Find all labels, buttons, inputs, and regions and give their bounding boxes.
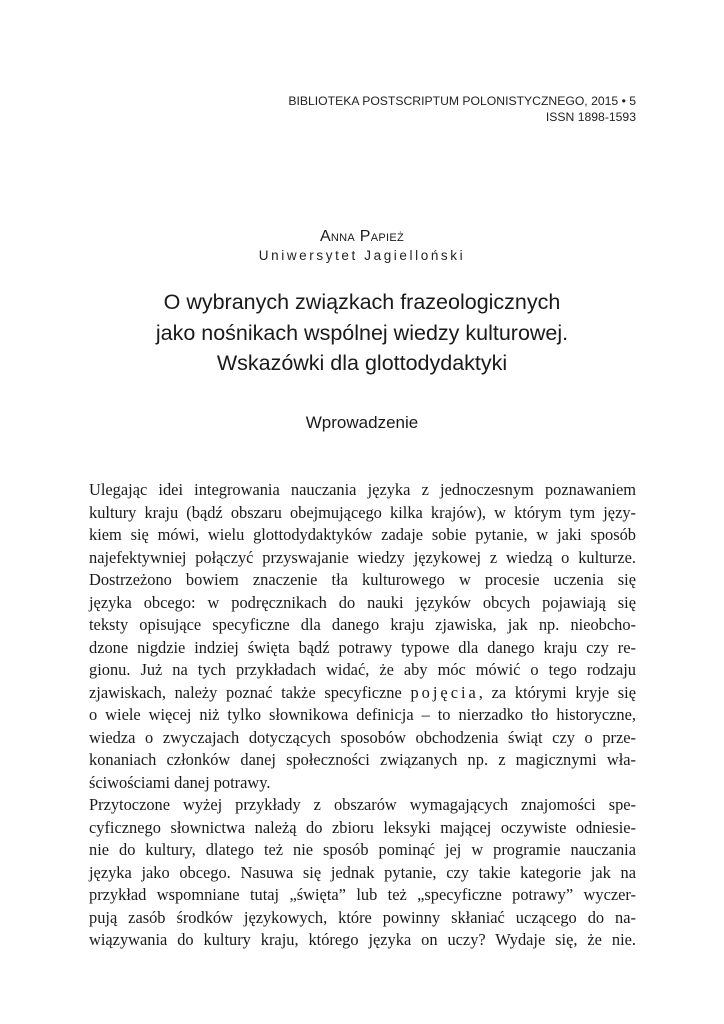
- author-affiliation: Uniwersytet Jagielloński: [258, 248, 466, 263]
- body-line: pują zasób środków językowych, które powinny skłaniać uczącego do na-: [89, 907, 636, 927]
- body-fragment: zjawiskach, należy poznać także specyficzne: [89, 682, 411, 702]
- section-heading: Wprowadzenie: [305, 413, 419, 432]
- body-line: Ulegając idei integrowania nauczania języka z jednoczesnym poznawaniem: [89, 480, 636, 499]
- body-line: kultury kraju (bądź obszaru obejmującego kilka krajów), w którym tym języ-: [89, 502, 636, 522]
- journal-series: BIBLIOTEKA POSTSCRIPTUM POLONISTYCZNEGO, 2015 • 5: [288, 94, 636, 108]
- body-line: Przytoczone wyżej przykłady z obszarów wymagających znajomości spe-: [89, 795, 636, 814]
- emphasized-term: pojęcia: [410, 682, 479, 702]
- body-line: [89, 682, 636, 705]
- title-line: O wybranych związkach frazeologicznych: [163, 290, 561, 314]
- body-line: kiem się mówi, wielu glottodydaktyków zadaje sobie pytanie, w jaki sposób: [89, 525, 636, 544]
- body-line: języka obcego: w podręcznikach do nauki języków obcych pojawiają się: [89, 592, 636, 612]
- body-line: przykład wspomniane tutaj „święta” lub też „specyficzne potrawy” wyczer-: [89, 885, 636, 904]
- body-line: wiązywania do kultury kraju, którego języka on uczy? Wydaje się, że nie.: [89, 930, 636, 949]
- body-line: o wiele więcej niż tylko słownikowa definicja – to nierzadko tło historyczne,: [89, 705, 636, 724]
- body-line: ściwościami danej potrawy.: [89, 772, 271, 792]
- body-line: cyficznego słownictwa należą do zbioru leksyki mającej oczywiste odniesie-: [89, 817, 636, 837]
- body-text: [89, 479, 636, 952]
- body-line: nie do kultury, dlatego też nie sposób pominąć jej w programie nauczania: [89, 840, 636, 859]
- body-line: dzone nigdzie indziej święta bądź potrawy typowe dla danego kraju czy re-: [89, 637, 636, 657]
- author-name: Anna Papież: [319, 228, 405, 245]
- body-fragment: , za którymi kryje się: [478, 682, 636, 702]
- journal-header: [216, 93, 636, 125]
- article-title: [80, 287, 644, 379]
- body-line: najefektywniej połączyć przyswajanie wiedzy językowej z wiedzą o kulturze.: [89, 547, 636, 567]
- title-line: Wskazówki dla glottodydaktyki: [216, 351, 508, 375]
- body-line: gionu. Już na tych przykładach widać, że aby móc mówić o tego rodzaju: [89, 660, 636, 679]
- body-line: wiedza o zwyczajach dotyczących sposobów obchodzenia świąt czy o prze-: [89, 727, 636, 747]
- body-line: teksty opisujące specyficzne dla danego kraju zjawiska, jak np. nieobcho-: [89, 615, 636, 634]
- title-line: jako nośnikach wspólnej wiedzy kulturowej.: [155, 320, 569, 345]
- body-line: języka jako obcego. Nasuwa się jednak pytanie, czy takie kategorie jak na: [89, 862, 636, 882]
- journal-issn: ISSN 1898-1593: [545, 110, 636, 124]
- body-line: Dostrzeżono bowiem znaczenie tła kulturowego w procesie uczenia się: [89, 570, 636, 589]
- body-line: konaniach członków danej społeczności związanych np. z magicznymi wła-: [89, 750, 636, 769]
